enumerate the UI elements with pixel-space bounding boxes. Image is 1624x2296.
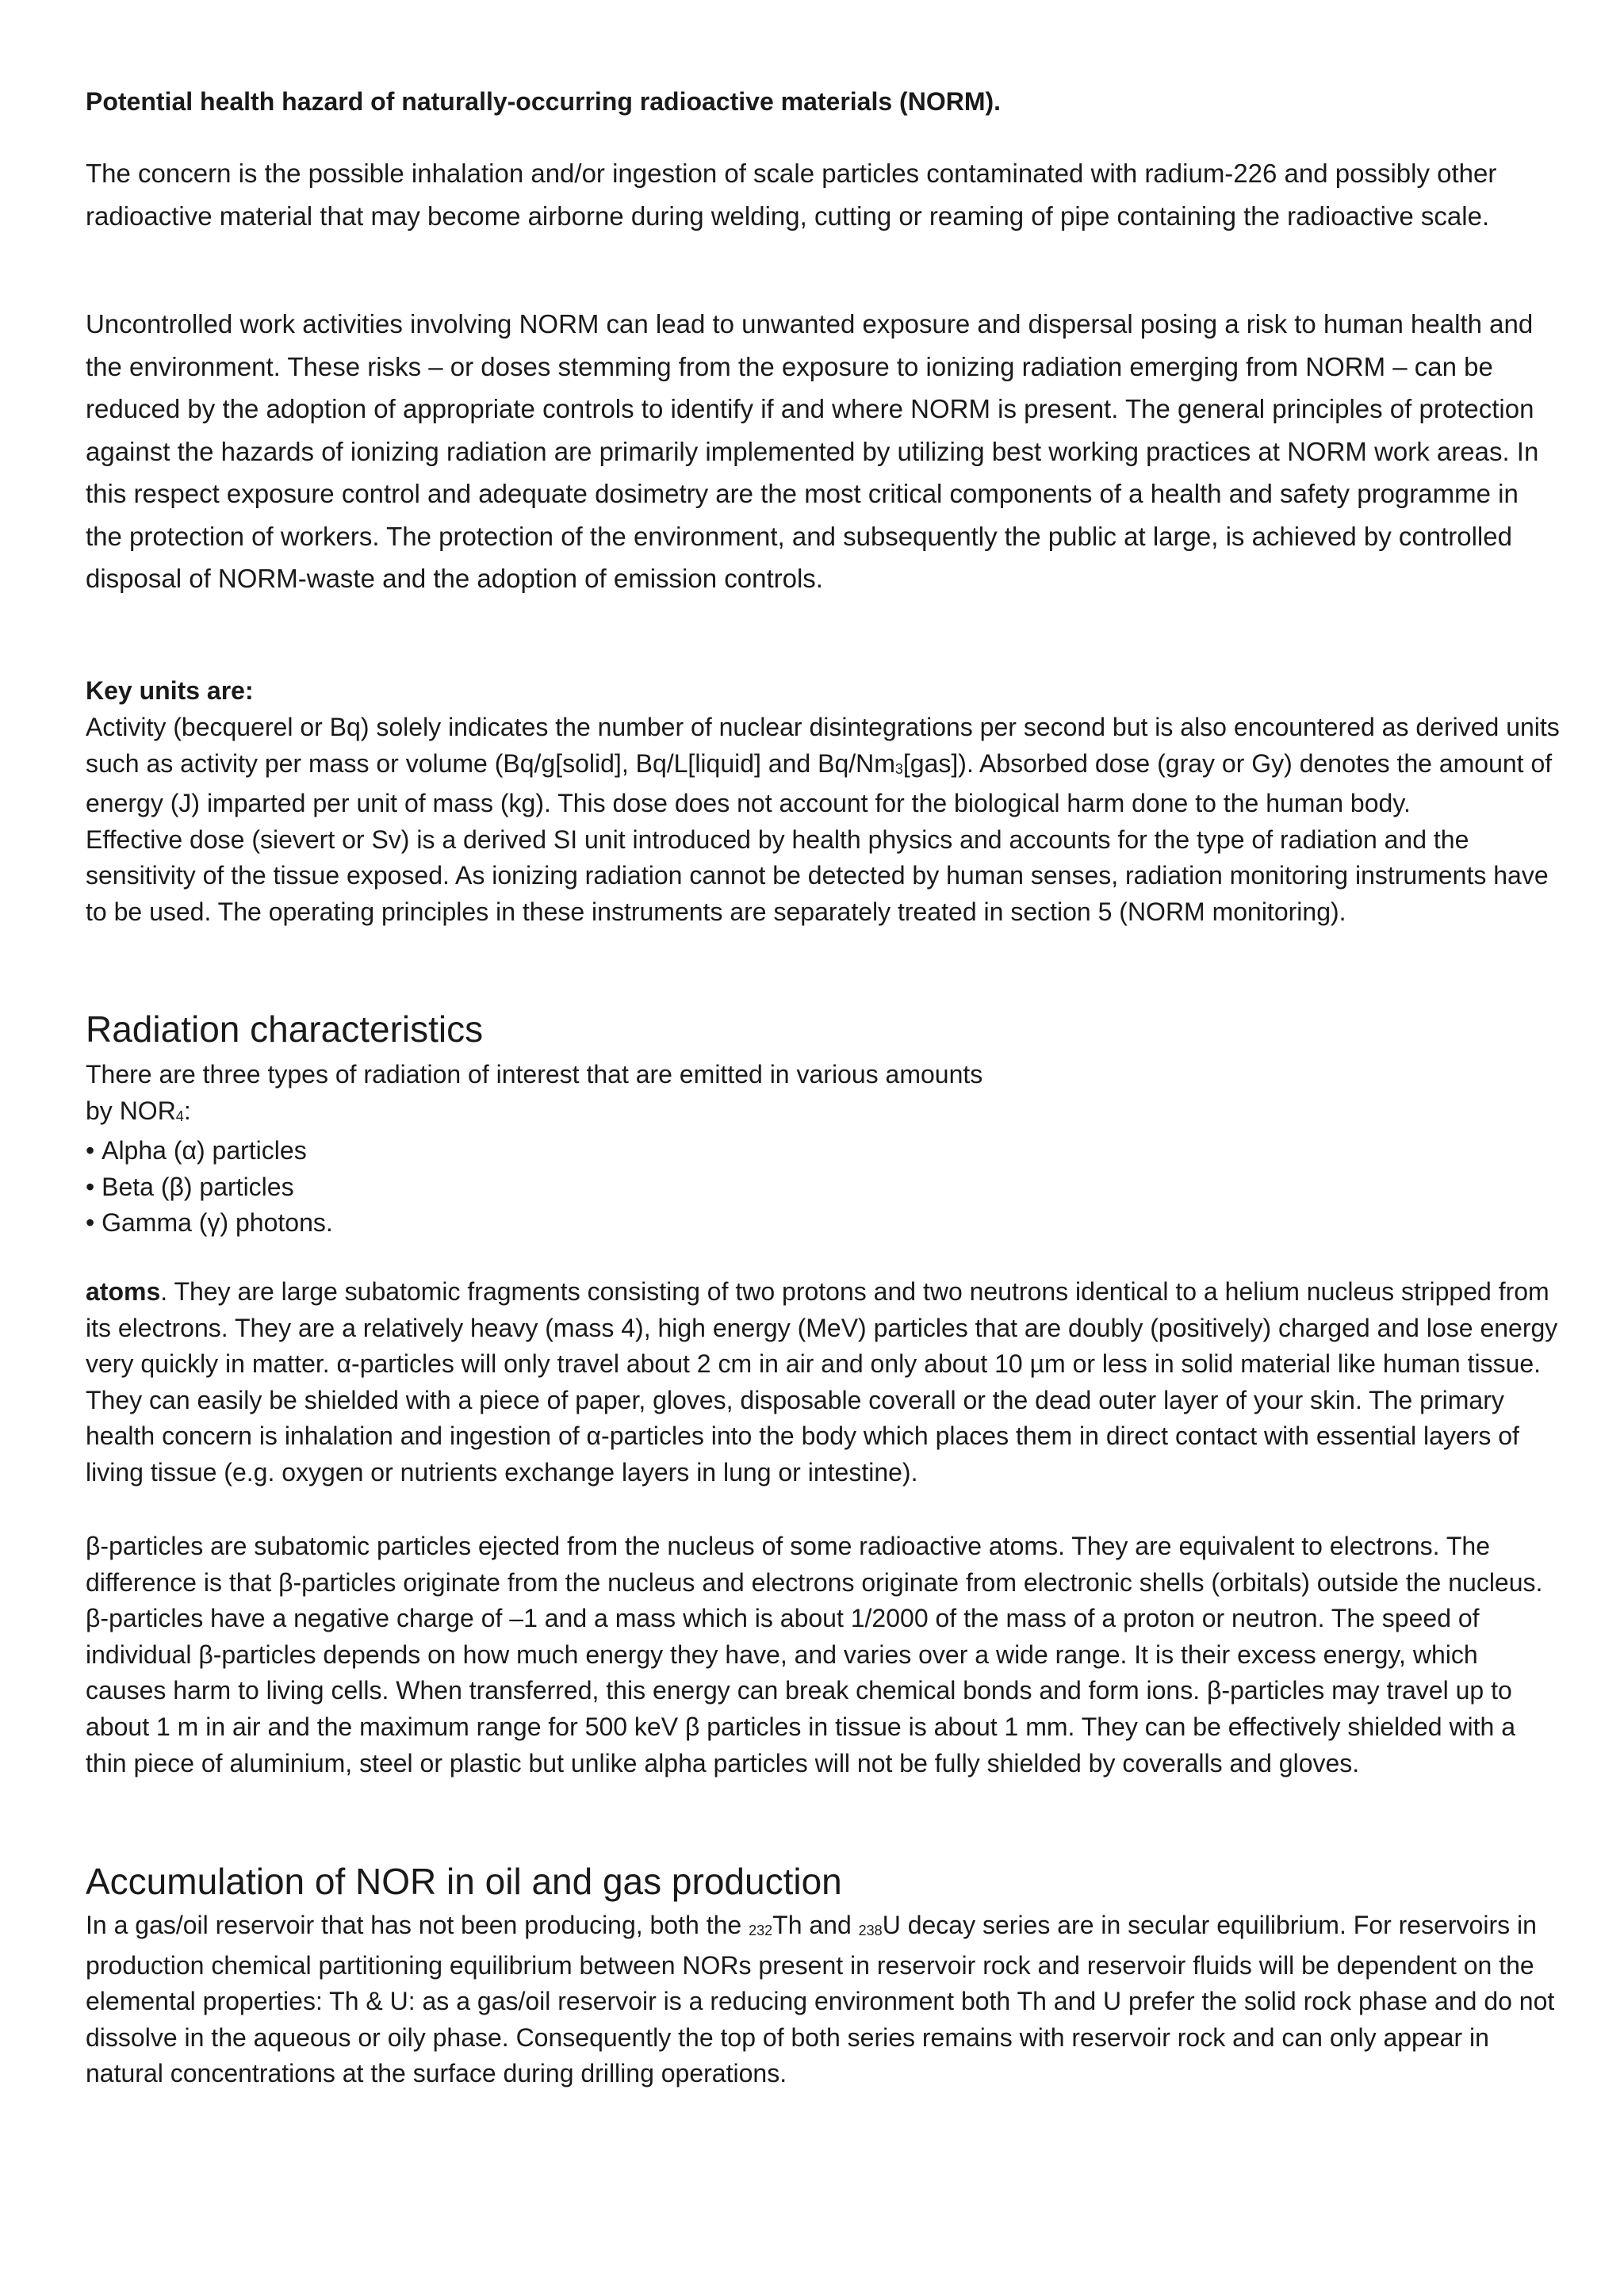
radiation-types-list xyxy=(86,1133,1561,1242)
list-item: • Gamma (γ) photons. xyxy=(86,1205,1561,1242)
radiation-intro-subscript: 4 xyxy=(175,1108,184,1124)
key-units-heading: Key units are: xyxy=(86,676,254,705)
activity-paragraph xyxy=(86,710,1561,822)
beta-paragraph: β-particles are subatomic particles ejected from the nucleus of some radioactive atoms. They are equivalent to electrons. The difference is that β-particles originate from the nucleus and electrons originate from electronic shells (orbitals) outside the nucleus. β-particles have a negative charge of –1 and a mass which is about 1/2000 of the mass of a proton or neutron. The speed of individual β-particles depends on how much energy they have, and varies over a wide range. It is their excess energy, which causes harm to living cells. When transferred, this energy can break chemical bonds and form ions. β-particles may travel up to about 1 m in air and the maximum range for 500 keV β particles in tissue is about 1 mm. They can be effectively shielded with a thin piece of aluminium, steel or plastic but unlike alpha particles will not be fully shielded by coveralls and gloves. xyxy=(86,1532,1543,1777)
radiation-intro-c: : xyxy=(183,1096,191,1125)
radiation-intro xyxy=(86,1057,1561,1133)
intro-paragraph: The concern is the possible inhalation and/or ingestion of scale particles contaminated with radium-226 and possibly other radioactive material that may become airborne during welding, cutting or reaming of pipe containing the radioactive scale. xyxy=(86,159,1497,231)
key-units-section xyxy=(86,710,1561,931)
thorium-mass-number: 232 xyxy=(749,1923,773,1938)
activity-text-a: Activity (becquerel or Bq) solely indicates the number of nuclear disintegrations per second but is also encountered as derived units such as activity per mass or volume (Bq/g[solid], Bq/L[liquid] and Bq/Nm xyxy=(86,713,1560,778)
document-title: Potential health hazard of naturally-occurring radioactive materials (NORM). xyxy=(86,87,1002,116)
effective-dose-paragraph: Effective dose (sievert or Sv) is a derived SI unit introduced by health physics and accounts for the type of radiation and the sensitivity of the tissue exposed. As ionizing radiation cannot be detected by human senses, radiation monitoring instruments have to be used. The operating principles in these instruments are separately treated in section 5 (NORM monitoring). xyxy=(86,825,1549,926)
list-item: • Alpha (α) particles xyxy=(86,1133,1561,1169)
activity-subscript: 3 xyxy=(894,760,903,777)
accumulation-paragraph xyxy=(86,1908,1561,2092)
activity-text-b: [gas]). Absorbed dose (gray or Gy) denotes the amount of energy (J) imparted per unit of mass (kg). This dose does not account for the biological harm done to the human body. xyxy=(86,748,1553,818)
radiation-heading: Radiation characteristics xyxy=(86,1008,484,1050)
accumulation-text-b: Th and xyxy=(772,1911,859,1939)
accumulation-heading: Accumulation of NOR in oil and gas production xyxy=(86,1861,842,1902)
list-item: • Beta (β) particles xyxy=(86,1169,1561,1206)
uranium-mass-number: 238 xyxy=(858,1923,883,1938)
radiation-intro-a: There are three types of radiation of interest that are emitted in various amounts xyxy=(86,1060,983,1089)
accumulation-text-c: U decay series are in secular equilibrium. For reservoirs in production chemical partitioning equilibrium between NORs present in reservoir rock and reservoir fluids will be dependent on the elemental properties: Th & U: as a gas/oil reservoir is a reducing environment both Th and U prefer the solid rock phase and do not dissolve in the aqueous or oily phase. Consequently the top of both series remains with reservoir rock and can only appear in natural concentrations at the surface during drilling operations. xyxy=(86,1911,1555,2088)
controls-paragraph: Uncontrolled work activities involving NORM can lead to unwanted exposure and dispersal posing a risk to human health and the environment. These risks – or doses stemming from the exposure to ionizing radiation emerging from NORM – can be reduced by the adoption of appropriate controls to identify if and where NORM is present. The general principles of protection against the hazards of ionizing radiation are primarily implemented by utilizing best working practices at NORM work areas. In this respect exposure control and adequate dosimetry are the most critical components of a health and safety programme in the protection of workers. The protection of the environment, and subsequently the public at large, is achieved by controlled disposal of NORM-waste and the adoption of emission controls. xyxy=(86,309,1539,593)
accumulation-text-a: In a gas/oil reservoir that has not been producing, both the xyxy=(86,1911,749,1939)
alpha-paragraph xyxy=(86,1274,1561,1491)
alpha-text: . They are large subatomic fragments consisting of two protons and two neutrons identical to a helium nucleus stripped from its electrons. They are a relatively heavy (mass 4), high energy (MeV) particles that are doubly (positively) charged and lose energy very quickly in matter. α-particles will only travel about 2 cm in air and only about 10 µm or less in solid material like human tissue. They can easily be shielded with a piece of paper, gloves, disposable coverall or the dead outer layer of your skin. The primary health concern is inhalation and ingestion of α-particles into the body which places them in direct contact with essential layers of living tissue (e.g. oxygen or nutrients exchange layers in lung or intestine). xyxy=(86,1277,1558,1487)
radiation-section xyxy=(86,1057,1561,1242)
alpha-lead: atoms xyxy=(86,1277,161,1306)
radiation-intro-b: by NOR xyxy=(86,1096,176,1125)
